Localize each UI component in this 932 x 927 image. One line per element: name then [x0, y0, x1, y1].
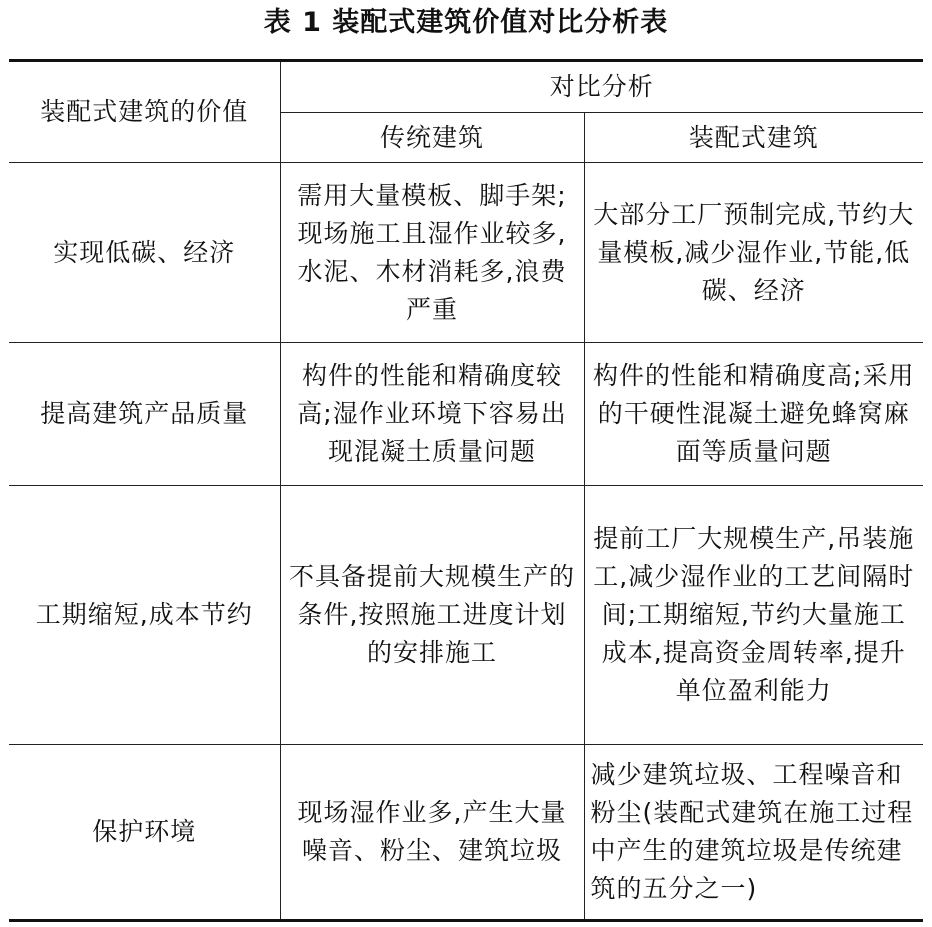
row-prefab: 大部分工厂预制完成,节约大量模板,减少湿作业,节能,低碳、经济 — [584, 163, 923, 343]
row-prefab: 构件的性能和精确度高;采用的干硬性混凝土避免蜂窝麻面等质量问题 — [584, 343, 923, 486]
table-row — [9, 745, 923, 921]
row-prefab: 提前工厂大规模生产,吊装施工,减少湿作业的工艺间隔时间;工期缩短,节约大量施工成本,提高资金周转率,提升单位盈利能力 — [584, 486, 923, 745]
row-value: 实现低碳、经济 — [9, 163, 280, 343]
row-value: 保护环境 — [9, 745, 280, 921]
row-traditional: 现场湿作业多,产生大量噪音、粉尘、建筑垃圾 — [280, 745, 584, 921]
row-prefab: 减少建筑垃圾、工程噪音和粉尘(装配式建筑在施工过程中产生的建筑垃圾是传统建筑的五分之一) — [584, 745, 923, 921]
table-title: 表 1 装配式建筑价值对比分析表 — [263, 7, 669, 38]
row-value: 工期缩短,成本节约 — [9, 486, 280, 745]
table-row — [9, 486, 923, 745]
header-value-col: 装配式建筑的价值 — [9, 61, 280, 163]
header-row-1 — [9, 61, 923, 113]
header-prefab: 装配式建筑 — [584, 113, 923, 163]
row-value: 提高建筑产品质量 — [9, 343, 280, 486]
header-traditional: 传统建筑 — [280, 113, 584, 163]
table-row — [9, 343, 923, 486]
row-traditional: 需用大量模板、脚手架;现场施工且湿作业较多,水泥、木材消耗多,浪费严重 — [280, 163, 584, 343]
row-traditional: 构件的性能和精确度较高;湿作业环境下容易出现混凝土质量问题 — [280, 343, 584, 486]
row-traditional: 不具备提前大规模生产的条件,按照施工进度计划的安排施工 — [280, 486, 584, 745]
table-row — [9, 163, 923, 343]
comparison-table — [9, 59, 923, 922]
header-group: 对比分析 — [280, 61, 923, 113]
